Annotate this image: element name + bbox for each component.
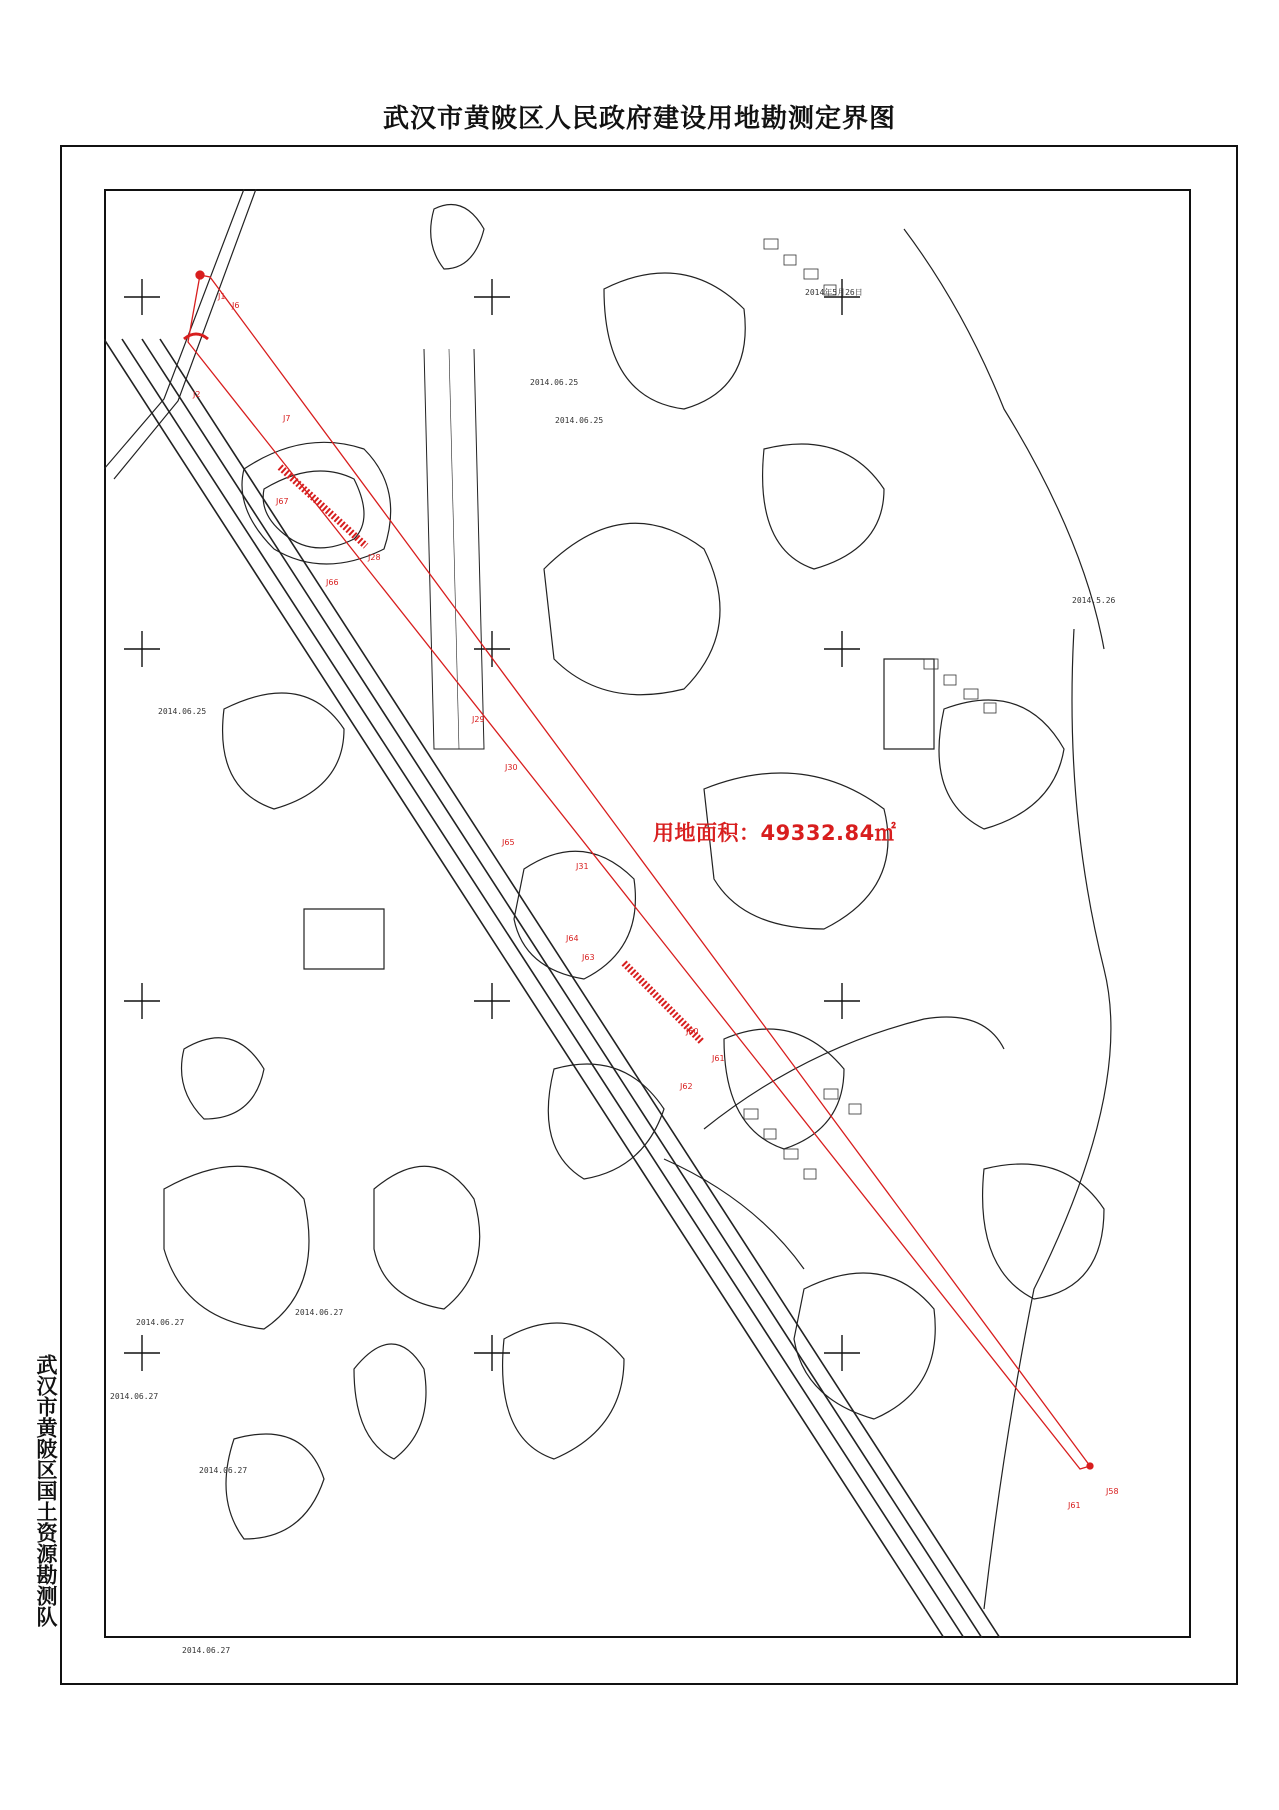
survey-stamp: 2014.06.27: [295, 1308, 344, 1317]
boundary-point-label: J7: [283, 414, 291, 423]
boundary-point-label: J61: [712, 1054, 725, 1063]
boundary-point-label: J60: [686, 1027, 699, 1036]
survey-stamp: 2014.06.27: [182, 1646, 231, 1655]
boundary-point-label: J2: [193, 390, 201, 399]
surveyor-label: 武汉市黄陂区国土资源勘测队: [34, 1354, 58, 1627]
boundary-point-label: J65: [502, 838, 515, 847]
boundary-point-label: J29: [472, 715, 485, 724]
survey-stamp: 2014.5.26: [1072, 596, 1116, 605]
boundary-point-label: J1: [218, 292, 226, 301]
survey-stamp: 2014.06.27: [199, 1466, 248, 1475]
boundary-point-label: J62: [680, 1082, 693, 1091]
map-linework: [104, 189, 1111, 1638]
boundary-point-label: J67: [276, 497, 289, 506]
boundary-point-label: J58: [1106, 1487, 1119, 1496]
land-area-label: 用地面积：49332.84㎡: [653, 821, 897, 845]
survey-stamp: 2014年5月26日: [805, 288, 863, 297]
boundary-point-label: J28: [368, 553, 381, 562]
survey-stamp: 2014.06.25: [530, 378, 579, 387]
boundary-point-label: J30: [505, 763, 518, 772]
boundary-point-label: J6: [232, 301, 240, 310]
boundary-point-label: J66: [326, 578, 339, 587]
cadastral-map[interactable]: [104, 189, 1191, 1638]
land-use-boundary: [184, 271, 1093, 1469]
village-buildings: [744, 239, 996, 1179]
boundary-point-label: J61: [1068, 1501, 1081, 1510]
boundary-point-label: J63: [582, 953, 595, 962]
survey-stamp: 2014.06.27: [110, 1392, 159, 1401]
boundary-point-label: J64: [566, 934, 579, 943]
map-title: 武汉市黄陂区人民政府建设用地勘测定界图: [382, 104, 896, 134]
boundary-point-label: J31: [576, 862, 589, 871]
survey-stamp: 2014.06.27: [136, 1318, 185, 1327]
survey-stamp: 2014.06.25: [158, 707, 207, 716]
survey-stamp: 2014.06.25: [555, 416, 604, 425]
